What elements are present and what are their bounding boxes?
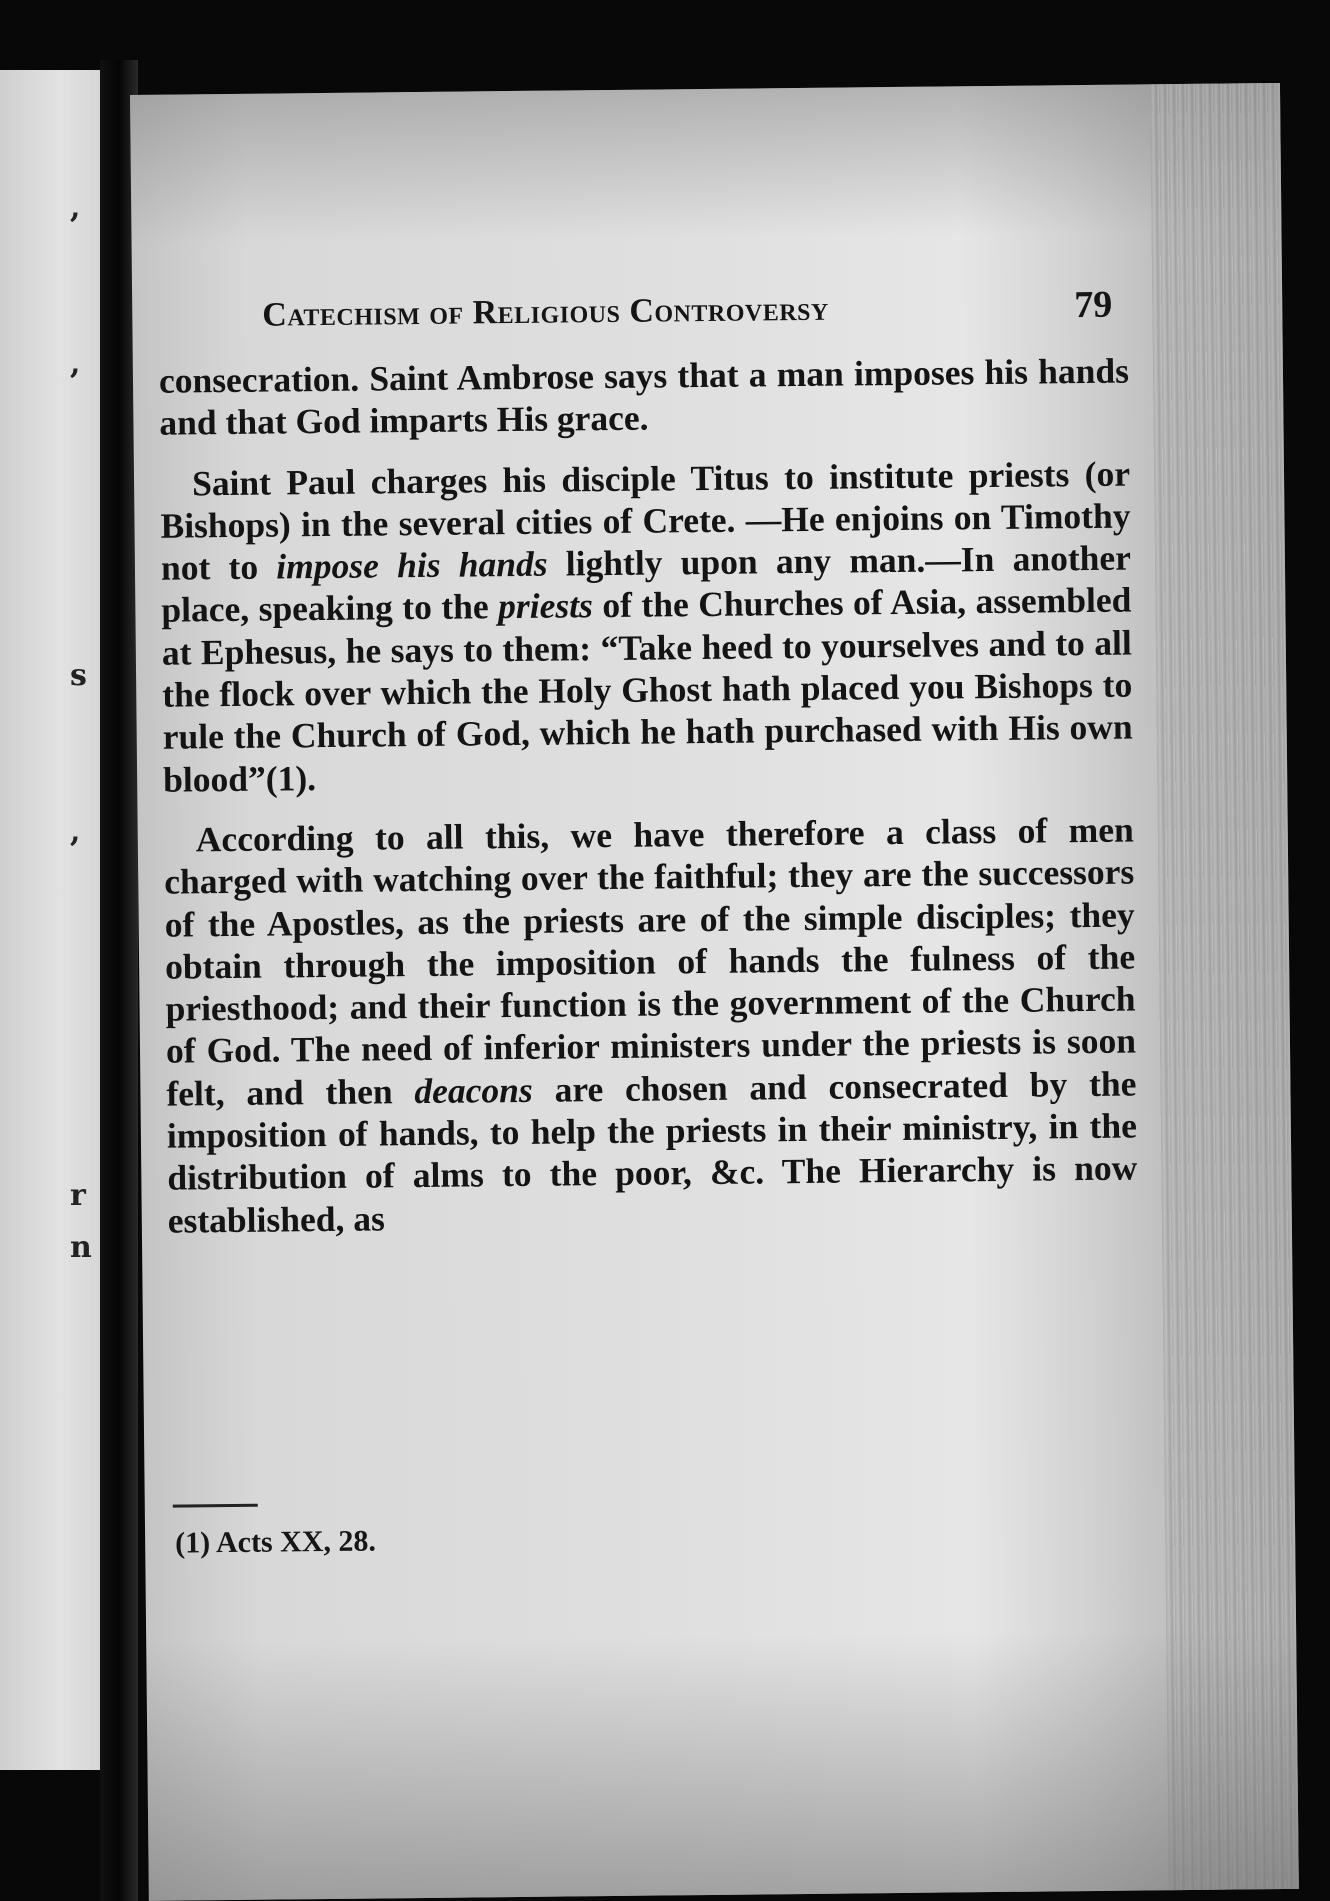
italic-text: impose his hands <box>276 543 548 587</box>
paragraph-text: lightly upon any man.—In another place, speaking to the <box>161 537 1132 631</box>
page-fore-edge <box>1150 83 1299 1890</box>
body-text <box>159 350 1138 1242</box>
paragraph-text: According to all this, we have therefore a class of men charged with watching over the faithful; they are the successors of the Apostles, as the priests are of the simple disciples; they obtain through the imposition of hands the fulness of the priesthood; and their function is the government of the Church of God. The need of inferior ministers under the priests is soon felt, and then <box>164 809 1137 1114</box>
paragraph <box>160 452 1133 801</box>
paragraph-text: consecration. Saint Ambrose says that a man imposes his hands and that God imparts His grace. <box>158 350 1130 444</box>
running-head-title: Catechism of Religious Controversy <box>262 290 829 334</box>
page-bottom-shade <box>146 1629 1299 1901</box>
footnote-rule <box>173 1504 258 1508</box>
italic-text: deacons <box>414 1069 533 1111</box>
book-page <box>130 83 1299 1901</box>
facing-page-letter: , <box>70 190 81 225</box>
paragraph <box>164 808 1138 1241</box>
paragraph <box>159 350 1130 445</box>
facing-page-letter: s <box>70 658 87 693</box>
paragraph-text: are chosen and consecrated by the imposition of hands, to help the priests in their ministry, in the distribution of alms to the poor, &c. The Hierarchy is now established, as <box>166 1063 1138 1241</box>
facing-page-letter: , <box>70 346 81 381</box>
page-top-shade <box>130 83 1282 245</box>
running-head <box>262 283 1112 336</box>
facing-page-letter: , <box>70 814 81 849</box>
facing-page-letter: n <box>70 1230 92 1265</box>
facing-page-edge <box>0 70 100 1770</box>
paragraph-text: of the Churches of Asia, assembled at Ephesus, he says to them: “Take heed to yourselves and to all the flock over which the Holy Ghost hath placed you Bishops to rule the Church of God, which he hath purchased with His own blood”(1). <box>161 580 1133 800</box>
italic-text: priests <box>497 585 594 627</box>
paragraph-text: Saint Paul charges his disciple Titus to institute priests (or Bishops) in the several cities of Crete. —He enjoins on Timothy not to <box>160 453 1131 588</box>
page-number: 79 <box>1074 283 1113 327</box>
facing-page-letter: r <box>70 1178 86 1213</box>
footnote: (1) Acts XX, 28. <box>174 1524 377 1560</box>
